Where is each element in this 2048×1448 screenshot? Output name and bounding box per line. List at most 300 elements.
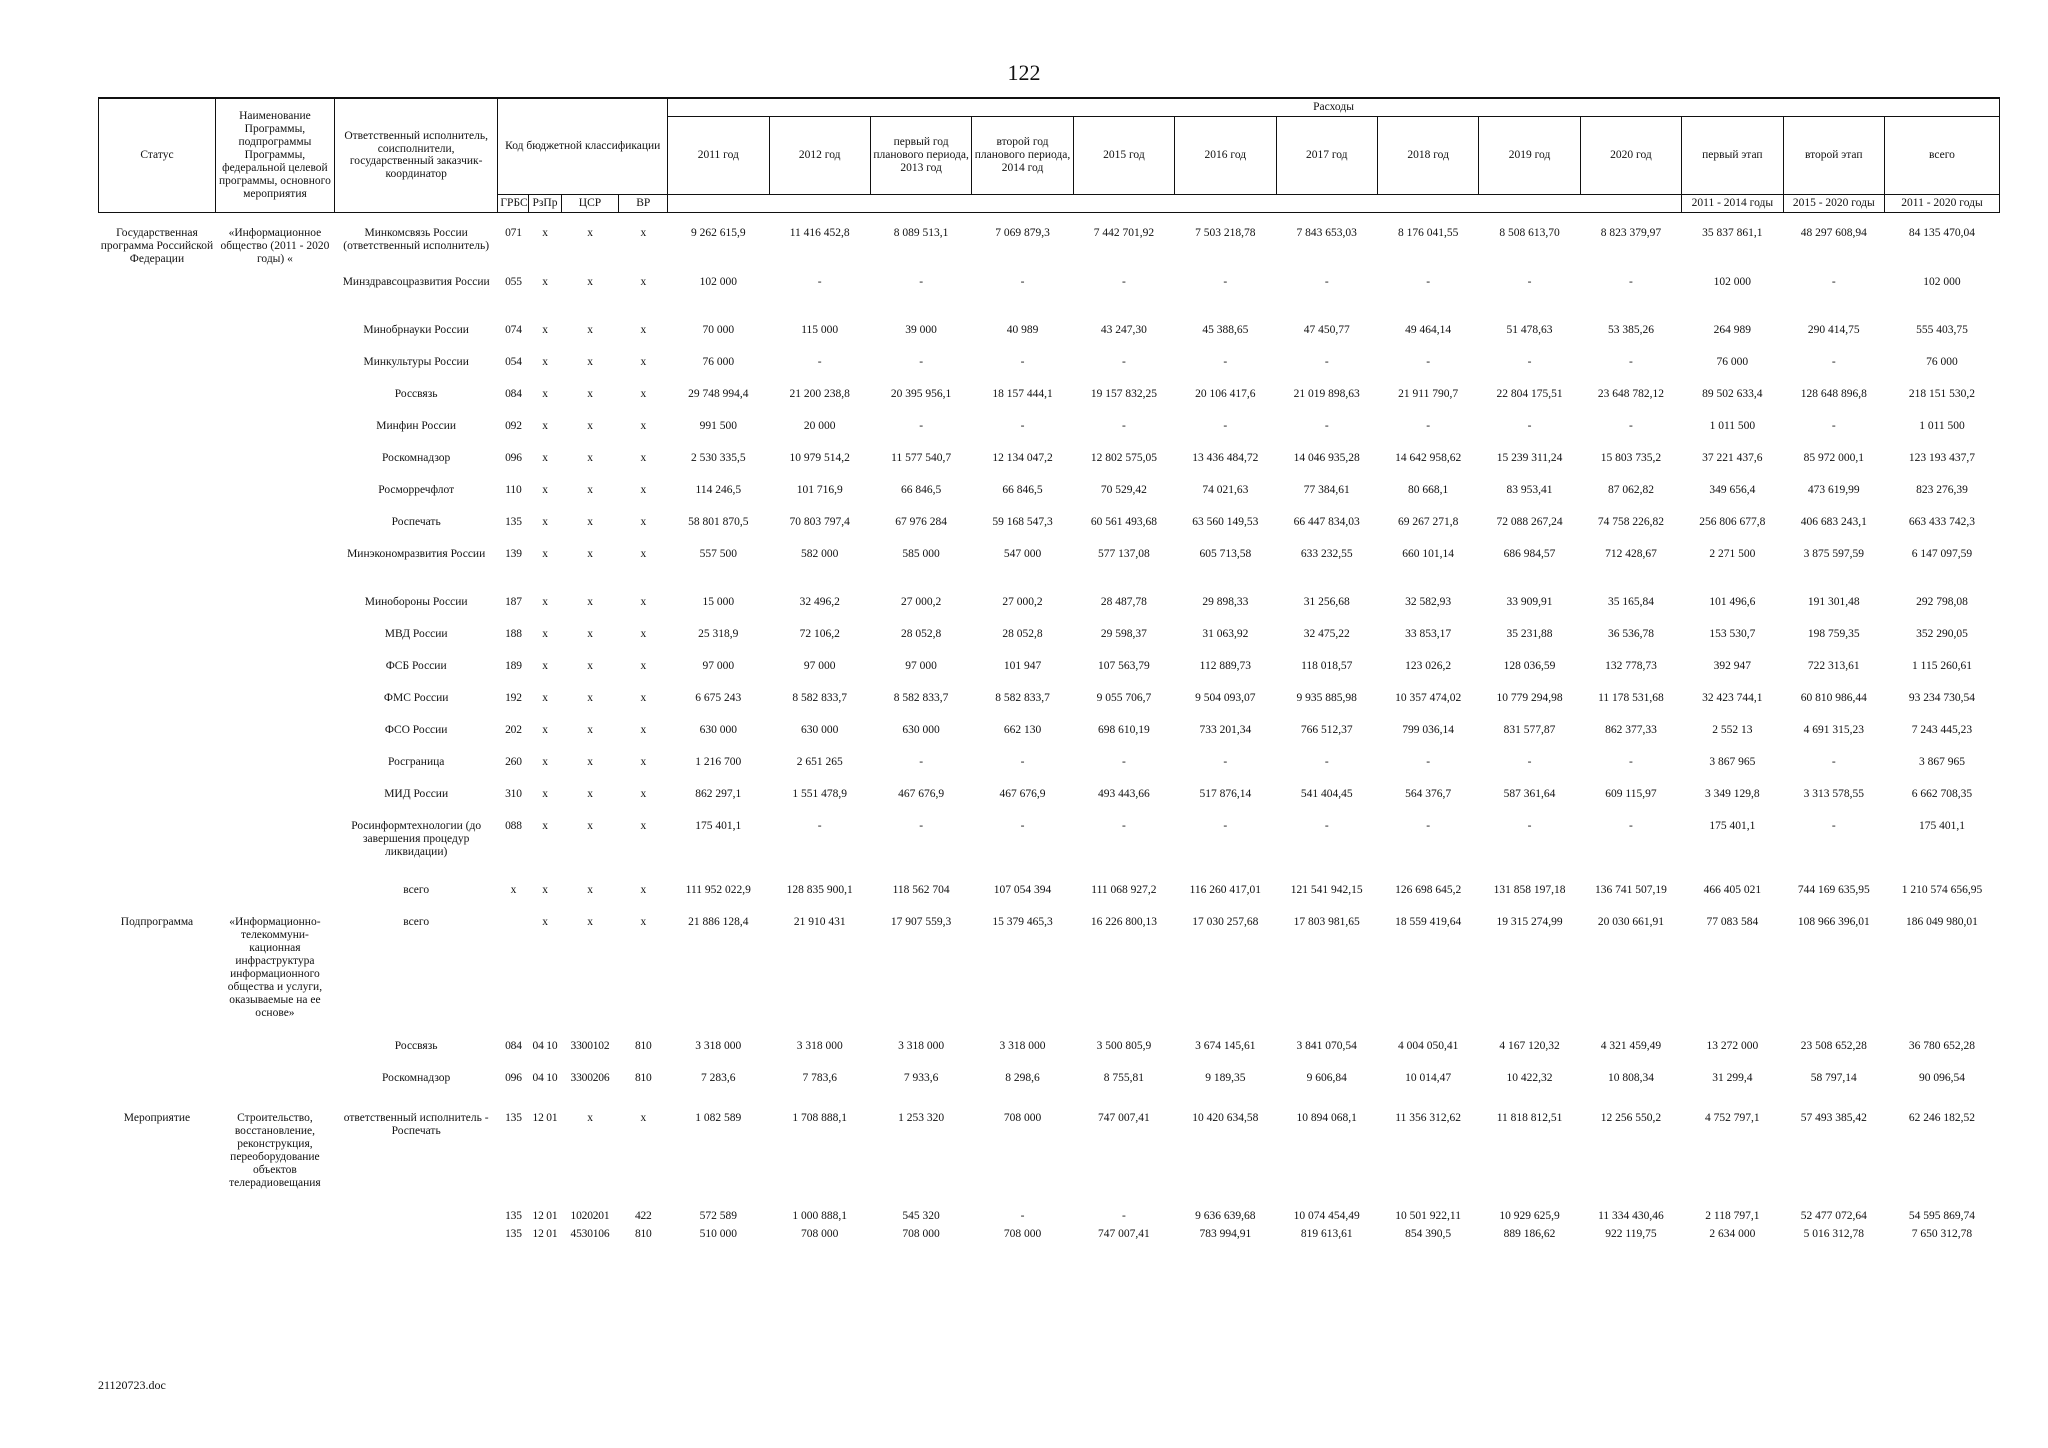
- row-status: [99, 756, 216, 788]
- row-expense-value: 854 390,5: [1405, 1228, 1452, 1241]
- row-expense-value: -: [1122, 820, 1126, 833]
- row-budget-code: 310: [505, 788, 522, 801]
- row-expense-value: 111 068 927,2: [1091, 884, 1157, 897]
- row-expense-value: 7 650 312,78: [1911, 1228, 1973, 1241]
- row-expense-value: 6 662 708,35: [1911, 788, 1973, 801]
- row-status: [99, 1210, 216, 1228]
- row-expense-value: 43 247,30: [1100, 324, 1147, 337]
- row-expense-value: 87 062,82: [1607, 484, 1654, 497]
- row-expense-value: 8 582 833,7: [995, 692, 1050, 705]
- row-expense-value: 23 508 652,28: [1800, 1040, 1867, 1053]
- row-expense-value: 123 026,2: [1405, 660, 1452, 673]
- row-expense-value: 1 708 888,1: [792, 1112, 848, 1125]
- row-expense-value: 89 502 633,4: [1702, 388, 1763, 401]
- row-budget-code: x: [542, 356, 548, 369]
- row-expense-value: 27 000,2: [900, 596, 942, 609]
- row-expense-value: -: [919, 356, 924, 369]
- row-expense-value: 19 157 832,25: [1090, 388, 1157, 401]
- row-budget-code: 054: [505, 356, 522, 369]
- row-budget-code: [498, 916, 529, 1040]
- row-budget-code: x: [542, 788, 548, 801]
- row-expense-value: -: [1629, 820, 1633, 833]
- row-expense-value: 118 018,57: [1301, 660, 1353, 673]
- row-program-name: [215, 756, 334, 788]
- row-expense-value: 2 118 797,1: [1705, 1210, 1760, 1223]
- row-expense-value: 97 000: [702, 660, 735, 673]
- row-expense-value: 18 157 444,1: [992, 388, 1053, 401]
- header-year: 2020 год: [1580, 116, 1681, 194]
- row-expense-value: -: [1324, 276, 1329, 289]
- row-expense-value: 10 979 514,2: [789, 452, 850, 465]
- header-status: Статус: [99, 98, 216, 212]
- table-header: [99, 98, 2000, 212]
- row-expense-value: 10 420 634,58: [1192, 1112, 1259, 1125]
- header-stage: первый этап: [1682, 116, 1783, 194]
- row-executor: Минэкономразвития России: [347, 548, 486, 561]
- row-status: Подпрограмма: [120, 916, 194, 929]
- row-budget-code: x: [542, 324, 548, 337]
- row-budget-code: x: [542, 916, 548, 929]
- row-expense-value: 11 577 540,7: [891, 452, 952, 465]
- row-expense-value: -: [1324, 356, 1329, 369]
- row-expense-value: 58 797,14: [1810, 1072, 1857, 1085]
- row-budget-code: x: [587, 692, 593, 705]
- row-expense-value: -: [817, 276, 822, 289]
- row-expense-value: 799 036,14: [1402, 724, 1455, 737]
- row-expense-value: 63 560 149,53: [1192, 516, 1259, 529]
- table-row: [99, 212, 2000, 276]
- row-budget-code: x: [542, 516, 548, 529]
- row-expense-value: 630 000: [801, 724, 839, 737]
- row-expense-value: 121 541 942,15: [1290, 884, 1363, 897]
- row-expense-value: -: [1020, 420, 1025, 433]
- row-budget-code: x: [587, 1112, 593, 1125]
- row-expense-value: 21 019 898,63: [1293, 388, 1360, 401]
- row-expense-value: 97 000: [803, 660, 836, 673]
- row-expense-value: 101 716,9: [796, 484, 843, 497]
- row-budget-code: x: [640, 452, 647, 465]
- header-stage: второй этап: [1783, 116, 1884, 194]
- row-expense-value: 70 000: [702, 324, 735, 337]
- row-expense-value: 555 403,75: [1916, 324, 1968, 337]
- row-expense-value: 74 021,63: [1202, 484, 1249, 497]
- row-executor: всего: [403, 916, 430, 929]
- row-expense-value: 862 377,33: [1605, 724, 1657, 737]
- row-expense-value: 352 290,05: [1916, 628, 1968, 641]
- row-expense-value: 20 000: [803, 420, 836, 433]
- row-expense-value: 115 000: [801, 324, 839, 337]
- row-budget-code: 074: [505, 324, 522, 337]
- row-budget-code: x: [542, 884, 548, 897]
- row-expense-value: 8 582 833,7: [893, 692, 949, 705]
- row-expense-value: -: [1426, 756, 1431, 769]
- row-budget-code: x: [587, 484, 593, 497]
- row-expense-value: 290 414,75: [1807, 324, 1860, 337]
- row-expense-value: -: [1629, 756, 1633, 769]
- row-expense-value: 32 582,93: [1405, 596, 1452, 609]
- row-program-name: [215, 692, 334, 724]
- row-expense-value: -: [1831, 276, 1836, 289]
- row-budget-code: 135: [505, 1112, 522, 1125]
- row-status: [99, 1072, 216, 1112]
- header-expenses: Расходы: [668, 98, 2000, 116]
- row-expense-value: -: [1223, 420, 1228, 433]
- row-expense-value: 57 493 385,42: [1800, 1112, 1867, 1125]
- row-status: [99, 596, 216, 628]
- row-status: [99, 788, 216, 820]
- row-expense-value: 218 151 530,2: [1908, 388, 1976, 401]
- row-expense-value: -: [817, 356, 822, 369]
- row-expense-value: 4 321 459,49: [1600, 1040, 1662, 1053]
- row-expense-value: 20 106 417,6: [1195, 388, 1256, 401]
- row-budget-code: x: [640, 724, 647, 737]
- row-executor: Росморречфлот: [378, 484, 455, 497]
- row-expense-value: 9 935 885,98: [1296, 692, 1357, 705]
- row-budget-code: 810: [634, 1228, 652, 1241]
- row-expense-value: 9 189,35: [1205, 1072, 1246, 1085]
- row-expense-value: 123 193 437,7: [1908, 452, 1976, 465]
- row-budget-code: x: [542, 820, 548, 833]
- row-expense-value: -: [1426, 276, 1431, 289]
- row-expense-value: 7 442 701,92: [1073, 212, 1174, 276]
- row-expense-value: -: [1223, 820, 1228, 833]
- row-budget-code: x: [542, 756, 548, 769]
- row-budget-code: x: [640, 820, 647, 833]
- row-expense-value: 31 063,92: [1202, 628, 1249, 641]
- row-expense-value: 11 818 812,51: [1496, 1112, 1563, 1125]
- row-expense-value: 52 477 072,64: [1800, 1210, 1867, 1223]
- row-expense-value: 114 246,5: [695, 484, 742, 497]
- row-expense-value: -: [1223, 756, 1228, 769]
- row-expense-value: 15 239 311,24: [1496, 452, 1563, 465]
- row-expense-value: -: [1426, 356, 1431, 369]
- table-row: [99, 660, 2000, 692]
- row-budget-code: 187: [505, 596, 522, 609]
- row-budget-code: 202: [505, 724, 522, 737]
- table-row: [99, 788, 2000, 820]
- row-expense-value: 10 074 454,49: [1293, 1210, 1360, 1223]
- row-expense-value: 4 004 050,41: [1397, 1040, 1459, 1053]
- row-expense-value: 33 853,17: [1405, 628, 1452, 641]
- row-expense-value: 107 054 394: [993, 884, 1052, 897]
- row-status: Мероприятие: [123, 1112, 191, 1125]
- row-executor: ФМС России: [383, 692, 449, 705]
- row-expense-value: 7 283,6: [701, 1072, 736, 1085]
- row-budget-code: x: [510, 884, 517, 897]
- row-program-name: [215, 884, 334, 916]
- row-expense-value: 175 401,1: [1709, 820, 1756, 833]
- table-row: [99, 884, 2000, 916]
- row-expense-value: 51 478,63: [1506, 324, 1553, 337]
- row-expense-value: 660 101,14: [1402, 548, 1455, 561]
- header-year: 2015 год: [1073, 116, 1174, 194]
- row-budget-code: x: [640, 484, 647, 497]
- row-expense-value: 7 843 653,03: [1276, 212, 1377, 276]
- row-program-name: [215, 1228, 334, 1246]
- row-program-name: [215, 484, 334, 516]
- row-expense-value: 62 246 182,52: [1908, 1112, 1976, 1125]
- row-budget-code: x: [587, 388, 593, 401]
- row-budget-code: 1020201: [570, 1210, 610, 1223]
- row-expense-value: 107 563,79: [1098, 660, 1150, 673]
- row-expense-value: 862 297,1: [695, 788, 742, 801]
- row-expense-value: 111 952 022,9: [685, 884, 751, 897]
- table-row: [99, 628, 2000, 660]
- row-budget-code: 135: [505, 516, 522, 529]
- row-budget-code: x: [640, 884, 647, 897]
- row-expense-value: 2 651 265: [796, 756, 843, 769]
- table-row: [99, 276, 2000, 324]
- row-budget-code: x: [640, 788, 647, 801]
- row-budget-code: x: [640, 420, 647, 433]
- row-expense-value: 12 134 047,2: [992, 452, 1053, 465]
- row-expense-value: 12 802 575,05: [1090, 452, 1157, 465]
- row-executor: Минкомсвязь России (ответственный исполнитель): [334, 212, 497, 276]
- table-row: [99, 1040, 2000, 1072]
- row-expense-value: 72 106,2: [799, 628, 840, 641]
- header-year: второй год планового периода, 2014 год: [972, 116, 1073, 194]
- row-executor: Роскомнадзор: [382, 452, 451, 465]
- row-expense-value: 747 007,41: [1098, 1228, 1150, 1241]
- row-expense-value: 3 867 965: [1709, 756, 1756, 769]
- row-expense-value: 191 301,48: [1807, 596, 1860, 609]
- row-expense-value: 712 428,67: [1605, 548, 1657, 561]
- row-budget-code: 055: [505, 276, 522, 289]
- row-expense-value: 112 889,73: [1199, 660, 1251, 673]
- row-expense-value: 90 096,54: [1918, 1072, 1965, 1085]
- row-expense-value: 585 000: [902, 548, 940, 561]
- row-budget-code: 810: [634, 1072, 652, 1085]
- row-expense-value: 21 911 790,7: [1398, 388, 1459, 401]
- row-budget-code: 422: [634, 1210, 652, 1223]
- row-expense-value: 32 496,2: [799, 596, 840, 609]
- row-expense-value: 27 000,2: [1002, 596, 1043, 609]
- row-expense-value: 74 758 226,82: [1597, 516, 1665, 529]
- row-expense-value: 72 088 267,24: [1496, 516, 1563, 529]
- row-program-name: [215, 1072, 334, 1112]
- row-budget-code: x: [529, 212, 561, 276]
- table-row: [99, 820, 2000, 884]
- row-expense-value: 564 376,7: [1405, 788, 1452, 801]
- row-expense-value: 70 529,42: [1100, 484, 1147, 497]
- table-row: [99, 692, 2000, 724]
- row-expense-value: -: [1426, 820, 1431, 833]
- row-expense-value: 3 867 965: [1918, 756, 1965, 769]
- row-expense-value: 48 297 608,94: [1783, 212, 1884, 276]
- row-expense-value: 8 508 613,70: [1479, 212, 1580, 276]
- row-expense-value: -: [1122, 756, 1126, 769]
- row-expense-value: 10 779 294,98: [1496, 692, 1563, 705]
- row-expense-value: 3 500 805,9: [1096, 1040, 1152, 1053]
- row-expense-value: 1 551 478,9: [792, 788, 848, 801]
- row-expense-value: 541 404,45: [1300, 788, 1353, 801]
- row-expense-value: -: [1020, 820, 1025, 833]
- row-budget-code: 12 01: [532, 1112, 558, 1125]
- header-code-column: РзПр: [529, 194, 561, 212]
- row-executor: Минкультуры России: [363, 356, 469, 369]
- row-expense-value: 7 069 879,3: [972, 212, 1073, 276]
- table-row: [99, 324, 2000, 356]
- row-expense-value: 663 433 742,3: [1908, 516, 1976, 529]
- row-expense-value: 744 169 635,95: [1797, 884, 1870, 897]
- row-expense-value: 577 137,08: [1098, 548, 1150, 561]
- row-budget-code: x: [640, 660, 647, 673]
- row-expense-value: 131 858 197,18: [1493, 884, 1566, 897]
- row-status: [99, 276, 216, 324]
- row-expense-value: 3 318 000: [999, 1040, 1046, 1053]
- row-expense-value: -: [1122, 356, 1126, 369]
- table-row: [99, 420, 2000, 452]
- table-body: [99, 212, 2000, 1246]
- row-expense-value: 9 055 706,7: [1096, 692, 1152, 705]
- row-expense-value: 466 405 021: [1703, 884, 1762, 897]
- row-expense-value: 4 691 315,23: [1803, 724, 1864, 737]
- row-expense-value: 14 642 958,62: [1395, 452, 1462, 465]
- header-program-name: Наименование Программы, подпрограммы Программы, федеральной целевой программы, основного мероприятия: [215, 98, 334, 212]
- row-expense-value: 15 803 735,2: [1600, 452, 1662, 465]
- row-program-name: [215, 516, 334, 548]
- row-status: [99, 420, 216, 452]
- row-expense-value: 76 000: [1926, 356, 1958, 369]
- row-expense-value: 662 130: [1003, 724, 1042, 737]
- table-row: [99, 916, 2000, 1040]
- row-budget-code: x: [640, 1112, 647, 1125]
- row-expense-value: 698 610,19: [1098, 724, 1150, 737]
- row-expense-value: 6 147 097,59: [1911, 548, 1973, 561]
- row-expense-value: 102 000: [1923, 276, 1961, 289]
- row-expense-value: 783 994,91: [1199, 1228, 1252, 1241]
- row-expense-value: -: [1223, 356, 1228, 369]
- row-expense-value: 118 562 704: [892, 884, 950, 897]
- row-expense-value: 45 388,65: [1202, 324, 1249, 337]
- row-expense-value: 557 500: [699, 548, 737, 561]
- row-expense-value: 136 741 507,19: [1595, 884, 1667, 897]
- header-year: 2011 год: [668, 116, 769, 194]
- row-expense-value: -: [1527, 820, 1532, 833]
- row-executor: Минобрнауки России: [363, 324, 469, 337]
- row-budget-code: 188: [505, 628, 522, 641]
- row-budget-code: x: [640, 756, 647, 769]
- row-budget-code: x: [542, 388, 548, 401]
- header-blank: [668, 194, 1682, 212]
- row-expense-value: 17 803 981,65: [1293, 916, 1360, 929]
- row-expense-value: 66 846,5: [1002, 484, 1043, 497]
- row-expense-value: -: [1122, 276, 1126, 289]
- row-expense-value: 708 000: [1003, 1112, 1042, 1125]
- row-expense-value: 10 894 068,1: [1296, 1112, 1357, 1125]
- row-program-name: [215, 1210, 334, 1228]
- row-program-name: «Информационно-телекоммуни-кационная инфраструктура информационного общества и услуги, оказываемые на ее основе»: [227, 916, 323, 1020]
- row-expense-value: 2 530 335,5: [690, 452, 746, 465]
- row-program-name: [215, 548, 334, 596]
- row-budget-code: 088: [505, 820, 522, 833]
- row-expense-value: 101 947: [1003, 660, 1042, 673]
- row-budget-code: 12 01: [532, 1210, 558, 1223]
- row-expense-value: 1 011 500: [1709, 420, 1756, 433]
- row-expense-value: 605 713,58: [1199, 548, 1252, 561]
- table-row: [99, 1228, 2000, 1246]
- row-expense-value: 7 503 218,78: [1175, 212, 1276, 276]
- row-program-name: [215, 724, 334, 756]
- row-expense-value: 493 443,66: [1098, 788, 1150, 801]
- row-budget-code: x: [587, 276, 593, 289]
- row-expense-value: 128 036,59: [1503, 660, 1556, 673]
- header-year: 2018 год: [1377, 116, 1478, 194]
- row-budget-code: x: [640, 916, 647, 929]
- row-expense-value: 66 846,5: [900, 484, 942, 497]
- row-expense-value: 819 613,61: [1300, 1228, 1353, 1241]
- row-expense-value: 582 000: [801, 548, 839, 561]
- header-stage: всего: [1884, 116, 1999, 194]
- table-row: [99, 388, 2000, 420]
- row-expense-value: 175 401,1: [695, 820, 742, 833]
- row-expense-value: 47 450,77: [1303, 324, 1350, 337]
- row-expense-value: 1 011 500: [1919, 420, 1965, 433]
- row-expense-value: 80 668,1: [1408, 484, 1449, 497]
- row-expense-value: 35 837 861,1: [1682, 212, 1783, 276]
- header-year: 2016 год: [1175, 116, 1276, 194]
- row-expense-value: 2 552 13: [1712, 724, 1753, 737]
- row-budget-code: x: [587, 452, 593, 465]
- row-budget-code: x: [587, 516, 593, 529]
- row-expense-value: 7 933,6: [903, 1072, 939, 1085]
- row-expense-value: 20 395 956,1: [890, 388, 952, 401]
- row-expense-value: 40 989: [1006, 324, 1039, 337]
- row-budget-code: 192: [505, 692, 522, 705]
- row-expense-value: 633 232,55: [1300, 548, 1353, 561]
- row-expense-value: 3 841 070,54: [1296, 1040, 1357, 1053]
- row-expense-value: -: [1324, 420, 1329, 433]
- row-budget-code: 084: [505, 1040, 522, 1053]
- row-status: Государственная программа Российской Федерации: [99, 212, 216, 276]
- row-expense-value: -: [919, 276, 924, 289]
- row-executor: ответственный исполнитель - Роспечать: [343, 1112, 489, 1138]
- row-budget-code: x: [640, 388, 647, 401]
- row-expense-value: 3 349 129,8: [1705, 788, 1760, 801]
- row-expense-value: 77 384,61: [1303, 484, 1350, 497]
- row-expense-value: 8 823 379,97: [1580, 212, 1681, 276]
- row-expense-value: 128 648 896,8: [1800, 388, 1867, 401]
- row-expense-value: 67 976 284: [895, 516, 947, 529]
- row-status: [99, 356, 216, 388]
- row-expense-value: 922 119,75: [1605, 1228, 1657, 1241]
- row-expense-value: 11 416 452,8: [769, 212, 870, 276]
- row-expense-value: 10 357 474,02: [1395, 692, 1462, 705]
- row-expense-value: 630 000: [699, 724, 737, 737]
- row-expense-value: 85 972 000,1: [1803, 452, 1864, 465]
- row-budget-code: x: [587, 820, 593, 833]
- row-expense-value: -: [1629, 276, 1633, 289]
- row-expense-value: 2 271 500: [1709, 548, 1756, 561]
- row-expense-value: 102 000: [699, 276, 737, 289]
- row-expense-value: 547 000: [1003, 548, 1042, 561]
- row-expense-value: 17 030 257,68: [1192, 916, 1259, 929]
- row-expense-value: -: [1020, 356, 1025, 369]
- row-budget-code: x: [640, 628, 647, 641]
- row-expense-value: 84 135 470,04: [1884, 212, 1999, 276]
- row-expense-value: -: [817, 820, 822, 833]
- row-expense-value: 1 253 320: [898, 1112, 945, 1125]
- row-expense-value: 8 582 833,7: [792, 692, 848, 705]
- row-budget-code: x: [561, 212, 619, 276]
- row-expense-value: 3 674 145,61: [1195, 1040, 1256, 1053]
- row-budget-code: 135: [505, 1228, 522, 1241]
- page-number: 122: [1007, 60, 1041, 85]
- row-budget-code: x: [587, 788, 593, 801]
- row-expense-value: 12 256 550,2: [1600, 1112, 1662, 1125]
- row-expense-value: 823 276,39: [1916, 484, 1968, 497]
- row-program-name: «Информационное общество (2011 - 2020 годы) «: [215, 212, 334, 276]
